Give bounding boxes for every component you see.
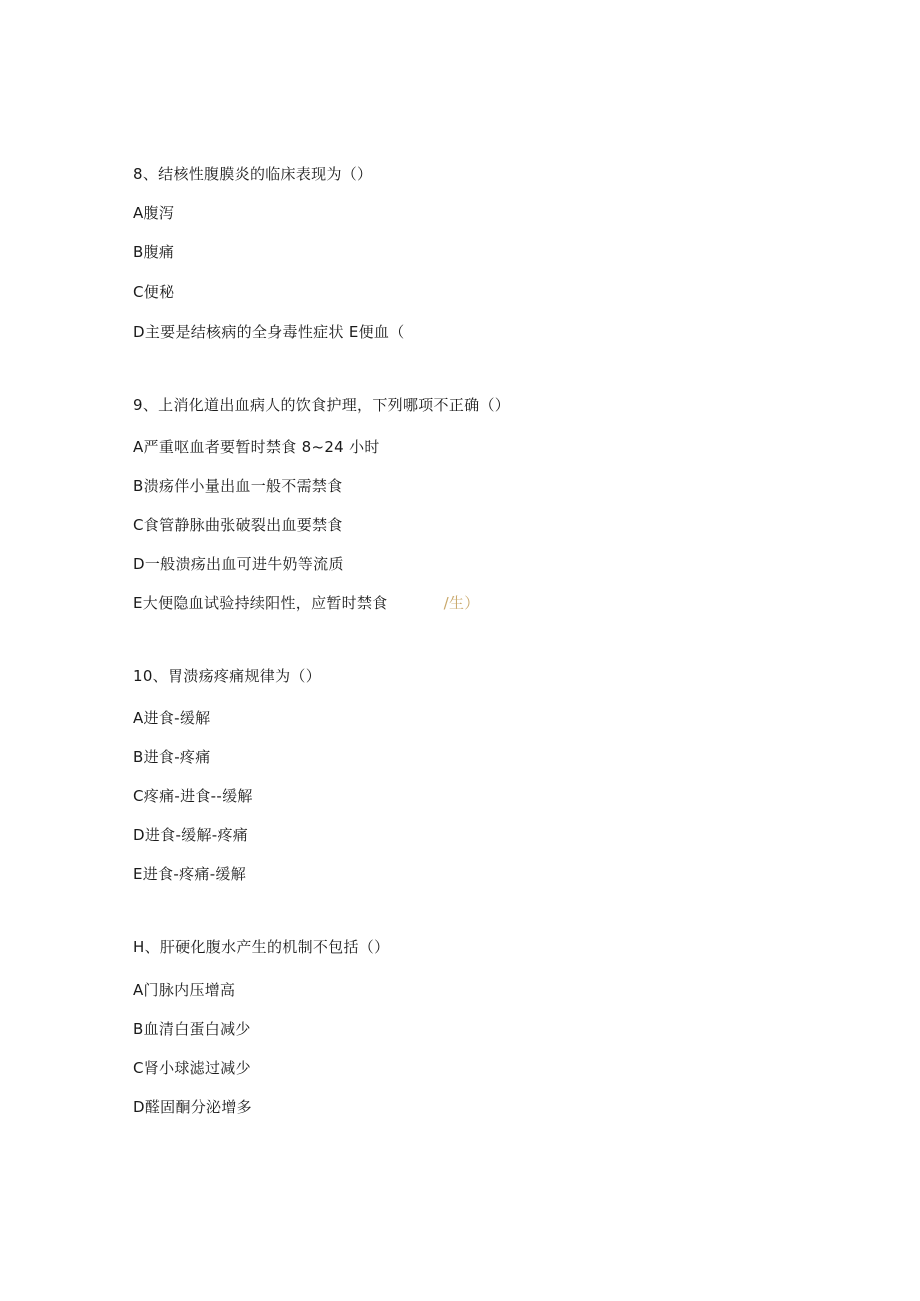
question-10-option-b: B进食-疼痛 — [133, 748, 211, 766]
question-8-option-a: A腹泻 — [133, 204, 175, 222]
question-9-option-a: A严重呕血者要暂时禁食 8~24 小时 — [133, 438, 380, 456]
question-8-stem: 8、结核性腹膜炎的临床表现为（） — [133, 165, 373, 183]
question-8-option-b: B腹痛 — [133, 243, 175, 261]
question-10-option-e: E进食-疼痛-缓解 — [133, 865, 247, 883]
question-h-option-a: A门脉内压增高 — [133, 981, 236, 999]
question-10-option-a: A进食-缓解 — [133, 709, 211, 727]
question-h-option-b: B血清白蛋白减少 — [133, 1020, 251, 1038]
question-10-stem: 10、胃溃疡疼痛规律为（） — [133, 667, 321, 685]
question-h-stem: H、肝硬化腹水产生的机制不包括（） — [133, 938, 390, 956]
question-9-stem: 9、上消化道出血病人的饮食护理，下列哪项不正确（） — [133, 396, 511, 414]
question-9-option-e-row — [133, 593, 480, 613]
question-8-option-c: C便秘 — [133, 283, 175, 301]
question-9-option-d: D一般溃疡出血可进牛奶等流质 — [133, 555, 344, 573]
question-10-option-d: D进食-缓解-疼痛 — [133, 826, 249, 844]
question-8-option-d-e: D主要是结核病的全身毒性症状 E便血（ — [133, 323, 405, 341]
question-9-option-c: C食管静脉曲张破裂出血要禁食 — [133, 516, 343, 534]
faint-bleed-text: /生） — [443, 594, 480, 612]
question-10-option-c: C疼痛-进食--缓解 — [133, 787, 253, 805]
question-9-option-b: B溃疡伴小量出血一般不需禁食 — [133, 477, 343, 495]
question-9-option-e: E大便隐血试验持续阳性，应暂时禁食 — [133, 594, 388, 612]
question-h-option-d: D醛固酮分泌增多 — [133, 1098, 252, 1116]
question-h-option-c: C肾小球滤过减少 — [133, 1059, 251, 1077]
